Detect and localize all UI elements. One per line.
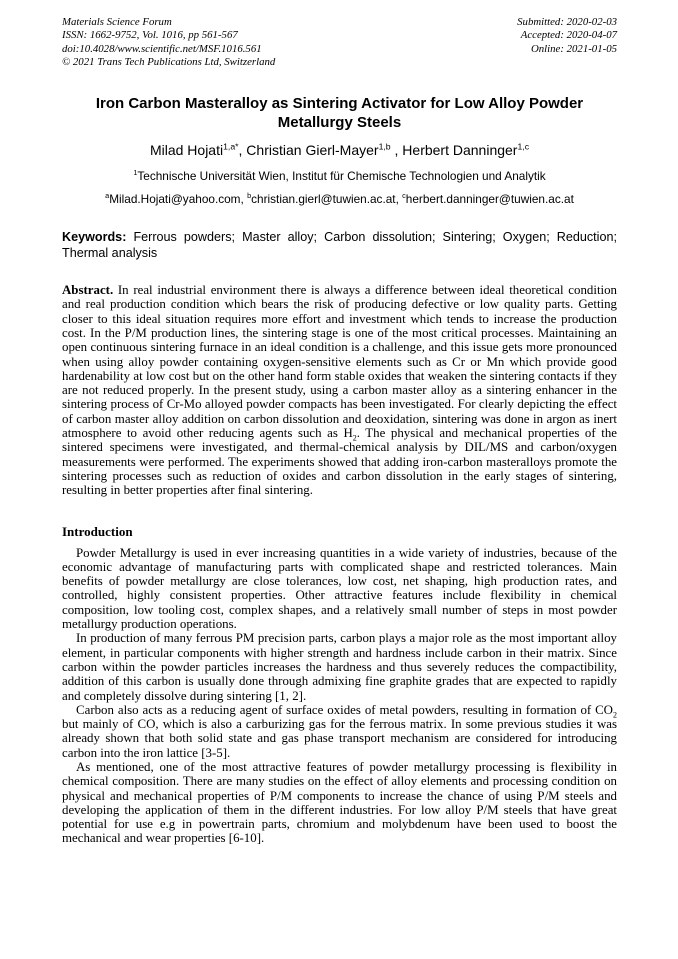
abstract-paragraph: Abstract. In real industrial environment there is always a difference between ideal theoretical condition and real production condition which bears the risk of producing defective or low quality parts. Getting closer to this ideal situation requires more effort and investment which tends to increase the production cost. In the P/M production lines, the sintering stage is one of the most critical processes. Maintaining an open continuous sintering furnace in an ideal condition is a challenge, and this issue gets more pronounced when using alloy powder containing oxygen-sensitive elements such as Cr or Mn which provide good hardenability at low cost but on the other hand form stable oxides that weaken the sintering contacts if they are not reduced properly. In the present study, using a carbon master alloy as a sintering enhancer in the sintering process of Cr-Mo alloyed powder compacts has been investigated. For clearly depicting the effect of carbon master alloy addition on carbon dissolution and deoxidation, sintering was done in argon as inert atmosphere to avoid other reducing agents such as $H_2$. The physical and mechanical properties of the sintered specimens were investigated, and thermal-chemical analysis by DIL/MS and carbon/oxygen measurements were performed. The experiments showed that adding iron-carbon masteralloys promote the sintering processes such as reduction of oxides and carbon dissolution in the early stages of sintering, resulting in better properties after final sintering. <box>62 283 617 498</box>
intro-paragraph-1: Powder Metallurgy is used in ever increasing quantities in a wide variety of industries, because of the economic advantage of manufacturing parts with complicated shape and restricted tolerances. Main benefits of powder metallurgy are close tolerances, low cost, net shaping, high production rates, and controlled, highly consistent properties. Other attractive features include flexibility in chemical composition, low tooling cost, complex shapes, and a relatively small number of steps in most powder metallurgy production operations. <box>62 545 617 632</box>
keywords-line: Keywords: Ferrous powders; Master alloy; Carbon dissolution; Sintering; Oxygen; Reduction; Thermal analysis <box>62 229 617 260</box>
affiliation-line: $^1$Technische Universität Wien, Institut für Chemische Technologien und Analytik <box>133 167 546 183</box>
accepted-date: Accepted: 2020-04-07 <box>520 29 617 42</box>
journal-info <box>62 16 275 70</box>
journal-issn-volume: ISSN: 1662-9752, Vol. 1016, pp 561-567 <box>62 29 238 42</box>
journal-copyright: © 2021 Trans Tech Publications Ltd, Switzerland <box>62 56 276 69</box>
paper-title: Iron Carbon Masteralloy as Sintering Activator for Low Alloy Powder Metallurgy Steels <box>95 94 584 131</box>
section-heading-introduction: Introduction <box>62 523 133 539</box>
journal-name: Materials Science Forum <box>62 16 172 28</box>
submission-dates <box>517 16 617 70</box>
online-date: Online: 2021-01-05 <box>530 42 617 55</box>
intro-paragraph-2: In production of many ferrous PM precision parts, carbon plays a major role as the most important alloy element, in particular components with higher strength and hardness include carbon in their matrix. Since carbon within the powder particles increases the hardness and thus severely reduces the compactibility, addition of this carbon is usually done through admixing fine graphite grades that are expected to rapidly and completely dissolve during sintering [1, 2]. <box>62 631 617 703</box>
authors-line: Milad Hojati$^{1,a*}$, Christian Gierl-Mayer$^{1,b}$ , Herbert Danninger$^{1,c}$ <box>149 141 530 158</box>
journal-doi: doi:10.4028/www.scientific.net/MSF.1016.561 <box>62 42 262 55</box>
submitted-date: Submitted: 2020-02-03 <box>517 16 617 28</box>
intro-paragraph-4: As mentioned, one of the most attractive features of powder metallurgy processing is flexibility in chemical composition. There are many studies on the effect of alloy elements and processing condition on physical and mechanical properties of P/M components to increase the chance of using P/M steels and developing the application of them in the different industries. For low alloy P/M steels that have great potential for use e.g in powertrain parts, chromium and molybdenum have been used to boost the mechanical and wear properties [6-10]. <box>62 760 617 846</box>
journal-header <box>62 16 617 70</box>
emails-line: $^a$Milad.Hojati@yahoo.com, $^b$christian.gierl@tuwien.ac.at, $^c$herbert.danninger@tuwien.ac.at <box>105 190 574 206</box>
intro-paragraph-3: Carbon also acts as a reducing agent of surface oxides of metal powders, resulting in formation of $CO_2$ but mainly of CO, which is also a carburizing gas for the ferrous matrix. In some previous studies it was already shown that both solid state and gas phase transport mechanism are considered for introducing carbon into the iron lattice [3-5]. <box>62 702 617 760</box>
